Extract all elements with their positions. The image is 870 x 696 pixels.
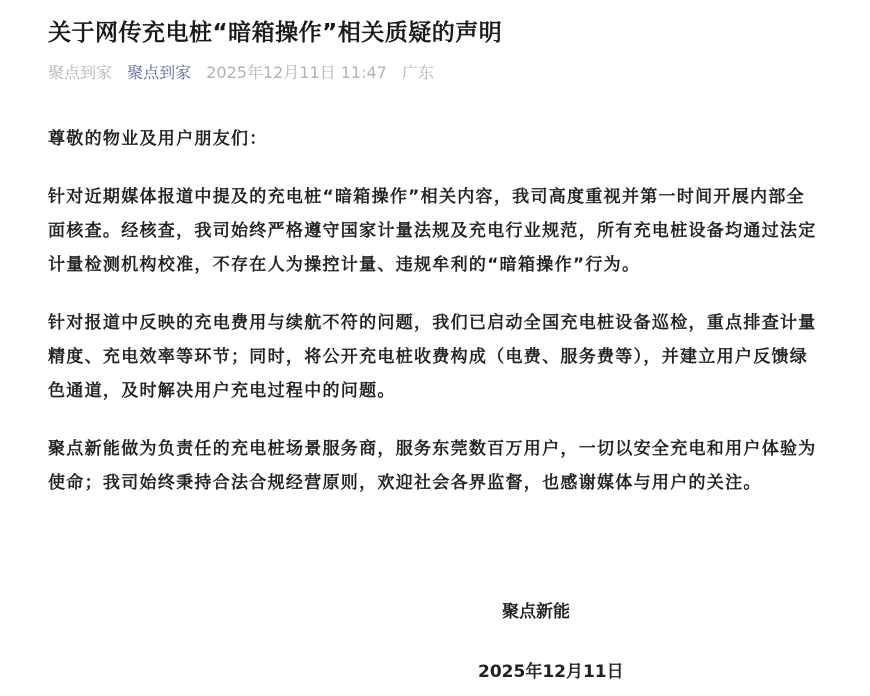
article-title: 关于网传充电桩“暗箱操作”相关质疑的声明 xyxy=(48,20,503,46)
paragraph: 针对报道中反映的充电费用与续航不符的问题，我们已启动全国充电桩设备巡检，重点排查计量精度、充电效率等环节；同时，将公开充电桩收费构成（电费、服务费等），并建立用户反馈绿色通道，及时解决用户充电过程中的问题。 xyxy=(48,313,817,401)
greeting: 尊敬的物业及用户朋友们： xyxy=(48,129,268,149)
article-body xyxy=(48,122,818,524)
author-name: 聚点到家 xyxy=(48,63,113,82)
publish-location: 广东 xyxy=(401,63,434,82)
paragraph: 针对近期媒体报道中提及的充电桩“暗箱操作”相关内容，我司高度重视并第一时间开展内部全面核查。经核查，我司始终严格遵守国家计量法规及充电行业规范，所有充电桩设备均通过法定计量检测机构校准，不存在人为操控计量、违规牟利的“暗箱操作”行为。 xyxy=(48,187,817,275)
publish-time: 2025年12月11日 11:47 xyxy=(206,63,387,82)
signature: 聚点新能 xyxy=(502,602,570,622)
article-meta xyxy=(48,60,444,83)
signature-date: 2025年12月11日 xyxy=(478,662,624,682)
paragraph: 聚点新能做为负责任的充电桩场景服务商，服务东莞数百万用户，一切以安全充电和用户体验为使命；我司始终秉持合法合规经营原则，欢迎社会各界监督，也感谢媒体与用户的关注。 xyxy=(48,439,817,493)
account-link[interactable]: 聚点到家 xyxy=(127,63,192,82)
